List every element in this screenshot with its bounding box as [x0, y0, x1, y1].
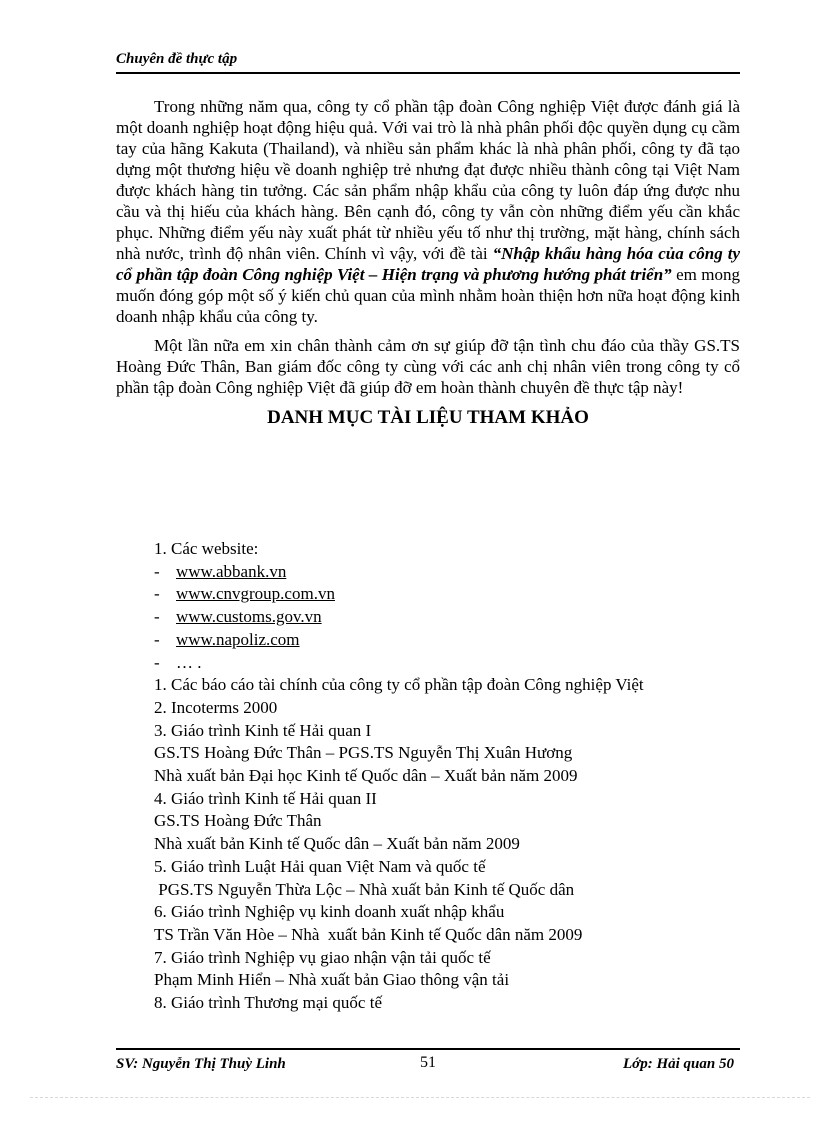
ellipsis: … .	[176, 652, 202, 672]
dash-bullet: -	[154, 561, 160, 581]
ref-3-authors: GS.TS Hoàng Đức Thân – PGS.TS Nguyễn Thị Xuân Hương	[154, 743, 573, 763]
dash-bullet: -	[154, 629, 160, 649]
ref-5: 5. Giáo trình Luật Hải quan Việt Nam và quốc tế	[154, 856, 486, 876]
intro-text-b: em mong muốn đóng góp một số ý kiến chủ quan của mình nhằm hoàn thiện hơn nữa hoạt động kinh doanh nhập khẩu của công ty.	[116, 265, 740, 326]
link-napoliz[interactable]: www.napoliz.com	[176, 629, 300, 649]
link-cnvgroup[interactable]: www.cnvgroup.com.vn	[176, 584, 335, 604]
ref-4: 4. Giáo trình Kinh tế Hải quan II	[154, 788, 377, 808]
references-list	[154, 538, 754, 1015]
document-body	[116, 96, 740, 430]
footer-class: Lớp: Hải quan 50	[623, 1056, 734, 1072]
list-item	[154, 606, 754, 629]
paragraph-intro	[116, 96, 740, 327]
list-item	[154, 629, 754, 652]
ref-5-authors: PGS.TS Nguyễn Thừa Lộc – Nhà xuất bản Kinh tế Quốc dân	[154, 879, 575, 899]
ref-1: 1. Các báo cáo tài chính của công ty cổ phần tập đoàn Công nghiệp Việt	[154, 675, 644, 695]
ref-4-authors: GS.TS Hoàng Đức Thân	[154, 811, 322, 831]
ref-3: 3. Giáo trình Kinh tế Hải quan I	[154, 720, 372, 740]
ref-6-authors: TS Trần Văn Hòe – Nhà xuất bản Kinh tế Quốc dân năm 2009	[154, 924, 583, 944]
ref-3-publisher: Nhà xuất bản Đại học Kinh tế Quốc dân – Xuất bản năm 2009	[154, 766, 578, 786]
ref-8: 8. Giáo trình Thương mại quốc tế	[154, 993, 382, 1013]
list-item	[154, 561, 754, 584]
paragraph-thanks: Một lần nữa em xin chân thành cảm ơn sự giúp đỡ tận tình chu đáo của thầy GS.TS Hoàng Đức Thân, Ban giám đốc công ty cùng với các anh chị nhân viên trong công ty cổ phần tập đoàn Công nghiệp Việt đã giúp đỡ em hoàn thành chuyên đề thực tập này!	[116, 336, 740, 397]
page-bottom-divider	[30, 1097, 810, 1098]
dash-bullet: -	[154, 652, 160, 672]
link-abbank[interactable]: www.abbank.vn	[176, 561, 287, 581]
dash-bullet: -	[154, 607, 160, 627]
thesis-title: “Nhập khẩu hàng hóa của công ty cổ phần tập đoàn Công nghiệp Việt – Hiện trạng và phương hướng phát triển”	[116, 244, 740, 284]
dash-bullet: -	[154, 584, 160, 604]
page-footer	[116, 1048, 740, 1080]
list-item	[154, 583, 754, 606]
ref-7-authors: Phạm Minh Hiển – Nhà xuất bản Giao thông vận tải	[154, 970, 510, 990]
link-customs[interactable]: www.customs.gov.vn	[176, 607, 322, 627]
list-item	[154, 652, 754, 675]
page-number: 51	[420, 1054, 436, 1071]
ref-websites-label: 1. Các website:	[154, 539, 259, 558]
references-heading: DANH MỤC TÀI LIỆU THAM KHẢO	[267, 407, 589, 428]
page-header	[116, 48, 740, 74]
ref-7: 7. Giáo trình Nghiệp vụ giao nhận vận tải quốc tế	[154, 947, 491, 967]
ref-6: 6. Giáo trình Nghiệp vụ kinh doanh xuất nhập khẩu	[154, 902, 505, 922]
ref-2: 2. Incoterms 2000	[154, 697, 278, 717]
footer-student: SV: Nguyễn Thị Thuỳ Linh	[116, 1056, 286, 1072]
header-title: Chuyên đề thực tập	[116, 51, 238, 67]
intro-text-a: Trong những năm qua, công ty cổ phần tập đoàn Công nghiệp Việt được đánh giá là một doanh nghiệp hoạt động hiệu quả. Với vai trò là nhà phân phối độc quyền dụng cụ cầm tay của hãng Kakuta (Thailand), và nhiều sản phẩm khác là nhà phân phối, công ty đã tạo dựng một thương hiệu về doanh nghiệp trẻ nhưng đạt được nhiều thành công tại Việt Nam được khách hàng tin tưởng. Các sản phẩm nhập khẩu của công ty luôn đáp ứng được nhu cầu và thị hiếu của khách hàng. Bên cạnh đó, công ty vẫn còn những điểm yếu cần khắc phục. Những điểm yếu này xuất phát từ nhiều yếu tố như thị trường, mặt hàng, chính sách nhà nước, trình độ nhân viên. Chính vì vậy, với đề tài	[116, 97, 740, 263]
ref-4-publisher: Nhà xuất bản Kinh tế Quốc dân – Xuất bản năm 2009	[154, 834, 520, 854]
